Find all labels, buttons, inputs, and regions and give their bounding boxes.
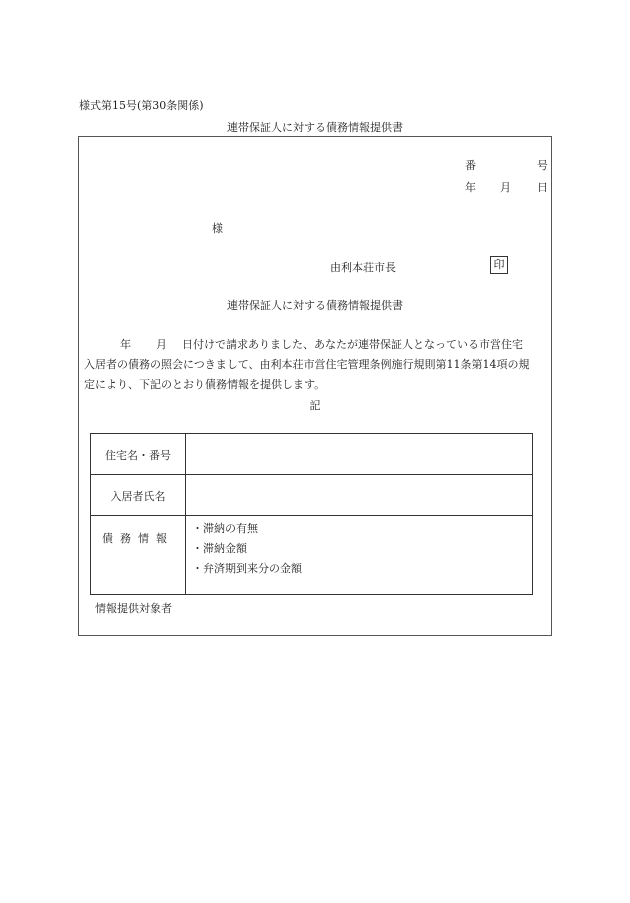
table-row <box>91 475 532 516</box>
body-line-2: 入居者の債務の照会につきまして、由利本荘市営住宅管理条例施行規則第11条第14項の規 <box>84 358 530 371</box>
ki-heading: 記 <box>309 399 321 412</box>
table-row <box>91 516 532 594</box>
debt-item: ・弁済期到来分の金額 <box>192 562 302 575</box>
issuer-name: 由利本荘市長 <box>330 261 396 274</box>
number-suffix: 号 <box>537 159 548 172</box>
addressee-honorific: 様 <box>212 222 223 235</box>
table-row <box>91 434 532 475</box>
document-title: 連帯保証人に対する債務情報提供書 <box>227 121 403 134</box>
date-day-label: 日 <box>537 181 548 194</box>
info-table <box>90 433 533 595</box>
recipient-label: 情報提供対象者 <box>95 602 172 615</box>
debt-info-label: 債務情報 <box>102 532 174 545</box>
number-label: 番 <box>465 159 476 172</box>
body-line-1: 日付けで請求ありました、あなたが連帯保証人となっている市営住宅 <box>182 338 523 351</box>
seal-stamp: 印 <box>490 256 508 274</box>
debt-item: ・滞納金額 <box>192 542 247 555</box>
debt-item: ・滞納の有無 <box>192 522 258 535</box>
housing-name-label: 住宅名・番号 <box>105 449 171 462</box>
table-label-cell <box>91 434 186 474</box>
body-month: 月 <box>156 338 167 351</box>
form-number: 様式第15号(第30条関係) <box>79 99 204 112</box>
debt-item-list <box>192 519 302 579</box>
inner-title: 連帯保証人に対する債務情報提供書 <box>227 299 403 312</box>
table-label-cell <box>91 516 186 594</box>
table-label-cell <box>91 475 186 515</box>
date-month-label: 月 <box>500 181 511 194</box>
date-year-label: 年 <box>465 181 476 194</box>
resident-name-label: 入居者氏名 <box>110 490 166 503</box>
body-year: 年 <box>120 338 131 351</box>
body-line-3: 定により、下記のとおり債務情報を提供します。 <box>84 378 326 391</box>
